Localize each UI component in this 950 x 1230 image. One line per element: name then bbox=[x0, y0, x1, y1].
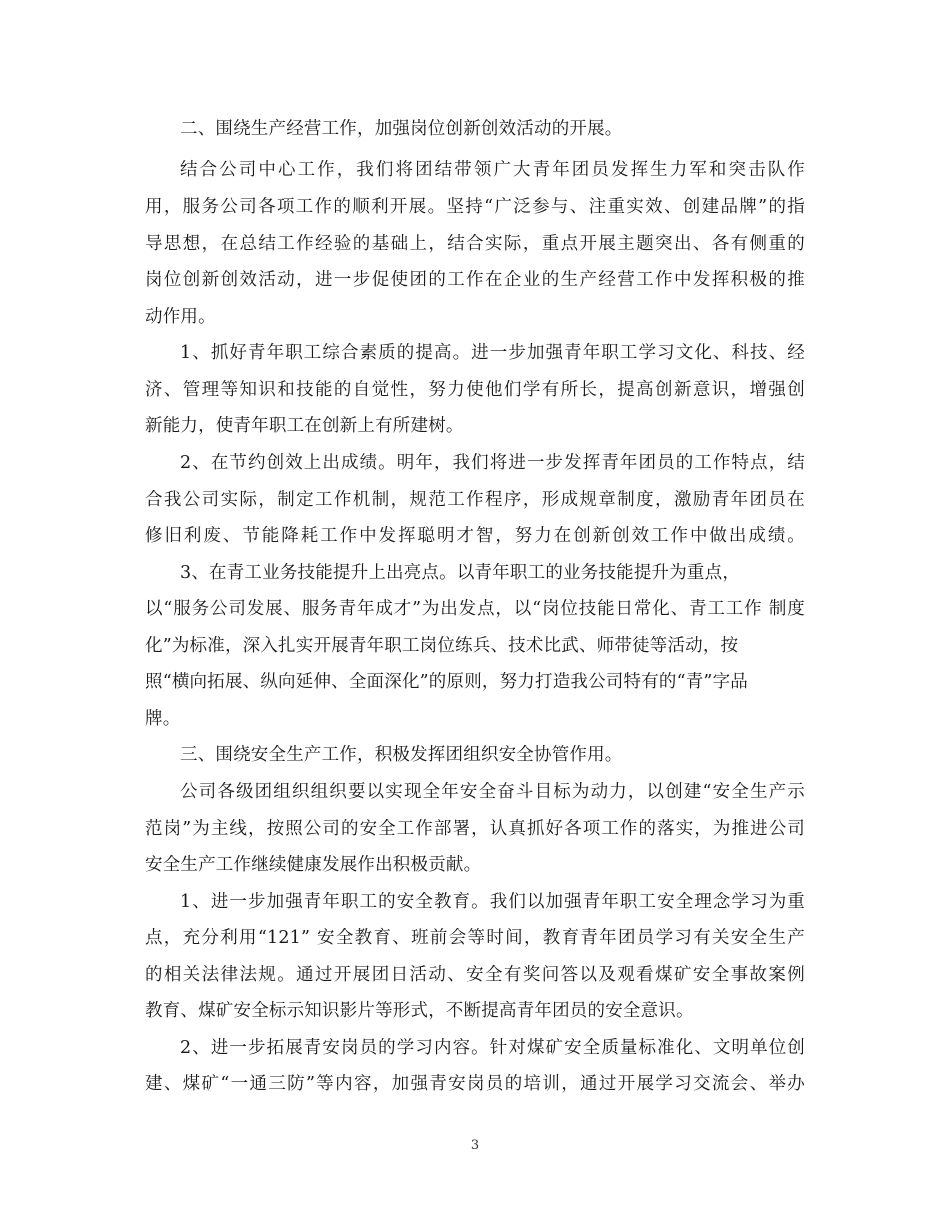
paragraph-line: 1、抓好青年职工综合素质的提高。进一步加强青年职工学习文化、科技、经 bbox=[180, 343, 805, 363]
paragraph-line: 动作用。 bbox=[145, 307, 216, 327]
paragraph-line: 合我公司实际，制定工作机制，规范工作程序，形成规章制度，激励青年团员在 bbox=[145, 490, 805, 510]
paragraph-line: 2、进一步拓展青安岗员的学习内容。针对煤矿安全质量标准化、文明单位创 bbox=[180, 1038, 805, 1058]
paragraph-line: 安全生产工作继续健康发展作出积极贡献。 bbox=[145, 855, 482, 875]
paragraph-line: 修旧利废、节能降耗工作中发挥聪明才智，努力在创新创效工作中做出成绩。 bbox=[145, 526, 805, 546]
paragraph-line: 公司各级团组织组织要以实现全年安全奋斗目标为动力，以创建“安全生产示 bbox=[180, 782, 805, 802]
section-heading-2: 二、围绕生产经营工作，加强岗位创新创效活动的开展。 bbox=[180, 119, 623, 139]
paragraph-line: 2、在节约创效上出成绩。明年，我们将进一步发挥青年团员的工作特点，结 bbox=[180, 453, 805, 473]
paragraph-line: 用，服务公司各项工作的顺利开展。坚持“广泛参与、注重实效、创建品牌”的指 bbox=[145, 197, 805, 217]
paragraph-line: 1、进一步加强青年职工的安全教育。我们以加强青年职工安全理念学习为重 bbox=[180, 892, 805, 912]
paragraph-line: 的相关法律法规。通过开展团日活动、安全有奖问答以及观看煤矿安全事故案例 bbox=[145, 965, 805, 985]
paragraph-line: 牌。 bbox=[145, 709, 181, 729]
paragraph-line: 导思想，在总结工作经验的基础上，结合实际，重点开展主题突出、各有侧重的 bbox=[145, 234, 805, 254]
paragraph-line: 化”为标准，深入扎实开展青年职工岗位练兵、技术比武、师带徒等活动，按 bbox=[145, 636, 739, 656]
paragraph-line: 建、煤矿“一通三防”等内容，加强青安岗员的培训，通过开展学习交流会、举办 bbox=[145, 1074, 805, 1094]
paragraph-line: 照“横向拓展、纵向延伸、全面深化”的原则，努力打造我公司特有的“青”字品 bbox=[145, 672, 748, 692]
paragraph-line: 新能力，使青年职工在创新上有所建树。 bbox=[145, 416, 464, 436]
paragraph-line: 岗位创新创效活动，进一步促使团的工作在企业的生产经营工作中发挥积极的推 bbox=[145, 270, 805, 290]
paragraph-line: 结合公司中心工作，我们将团结带领广大青年团员发挥生力军和突击队作 bbox=[180, 160, 805, 180]
page-number: 3 bbox=[470, 1138, 480, 1153]
paragraph-line: 济、管理等知识和技能的自觉性，努力使他们学有所长，提高创新意识，增强创 bbox=[145, 380, 805, 400]
paragraph-line: 范岗”为主线，按照公司的安全工作部署，认真抓好各项工作的落实，为推进公司 bbox=[145, 819, 805, 839]
paragraph-line: 以“服务公司发展、服务青年成才”为出发点，以“岗位技能日常化、青工工作 制度 bbox=[145, 599, 805, 619]
section-heading-3: 三、围绕安全生产工作，积极发挥团组织安全协管作用。 bbox=[180, 745, 623, 765]
paragraph-line: 3、在青工业务技能提升上出亮点。以青年职工的业务技能提升为重点， bbox=[180, 563, 741, 583]
paragraph-line: 点，充分利用“121” 安全教育、班前会等时间，教育青年团员学习有关安全生产 bbox=[145, 928, 805, 948]
paragraph-line: 教育、煤矿安全标示知识影片等形式，不断提高青年团员的安全意识。 bbox=[145, 1001, 694, 1021]
